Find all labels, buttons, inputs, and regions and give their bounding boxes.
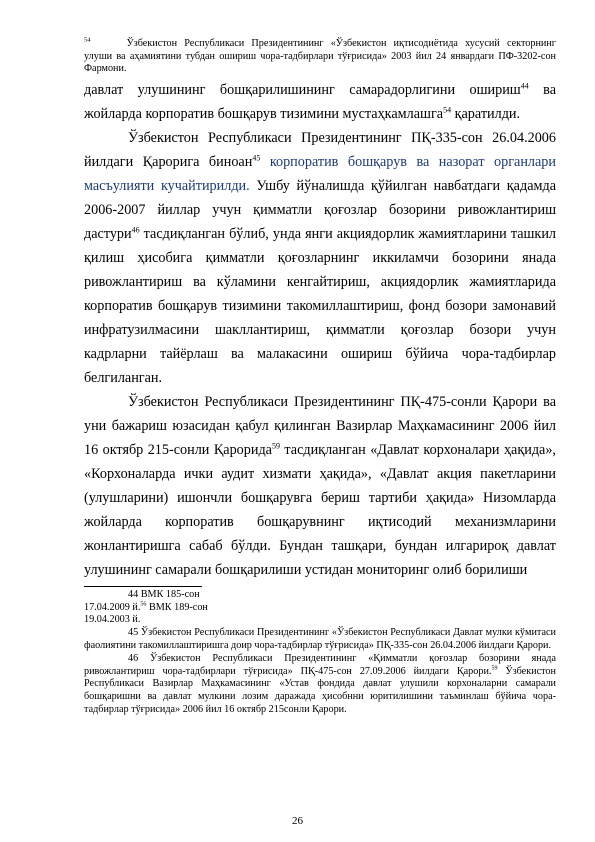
paragraph-2	[84, 126, 556, 390]
footnote-ref: 44	[520, 81, 529, 91]
text-run: тасдиқланган «Давлат корхоналари ҳақида», «Корхоналарда ички аудит хизмати ҳақида», «Давлат акция пакетларини (улушларини) ишончли бошқарувга бериш тартиби ҳақида» Низомларда жойларда корпоратив бошқарувнинг иқтисодий механизмларини жонлантиришга сабаб бўлди. Бундан ташқари, бундан илгарироқ давлат улушининг самарали бошқарилиши устидан мониторинг олиб борилиши	[84, 441, 556, 578]
page-number: 26	[292, 815, 303, 827]
text-run: ВМК 189-сон	[146, 601, 208, 613]
text-run: 17.04.2009 й.	[84, 601, 141, 613]
footnote-marker: 54	[84, 36, 91, 44]
footnote-ref: 46	[131, 225, 140, 235]
footnote-ref: 45	[252, 153, 261, 163]
footnote-44: 44 ВМК 185-сон	[128, 588, 200, 600]
text-run: давлат улушининг бошқарилишининг самарадорлигини ошириш	[84, 81, 521, 98]
text-run: Ўзбекистон Республикаси Президентининг ПҚ-475-сонли Қарори ва уни бажариш юзасидан қабул қилинган Вазирлар Маҳкамасининг 2006 йил 16 октябр 215-сонли Қарорида	[84, 393, 556, 458]
footnote-46	[84, 653, 556, 717]
text-run: Ўзбекистон Республикаси Вазирлар Маҳкамасининг «Устав фондида давлат улушили корхоналарни самарали бошқаришни ва давлат мулкини лозим даражада ҳисобнни юритилишини таъминлаш бўйича чора-тадбирлар тўғрисида» 2006 йил 16 октябр 215сонли Қарори.	[84, 665, 556, 715]
highlighted-text: корпоратив бошқарув ва назорат органлари масъулияти кучайтирилди.	[84, 153, 556, 194]
text-run: ва жойларда корпоратив бошқарув тизимини мустаҳкамлашга	[84, 81, 556, 122]
footnote-ref: 54	[443, 105, 452, 115]
footnote-separator	[84, 586, 202, 587]
footnote-date-2: 19.04.2003 й.	[84, 614, 141, 626]
text-run: Ушбу йўналишда қўйилган навбатдаги қадамда 2006-2007 йиллар учун қимматли қоғозлар бозорини ривожлантириш дастури	[84, 177, 556, 242]
footnote-45: 45 Ўзбекистон Республикаси Президентининг «Ўзбекистон Республикаси Давлат мулки кўмитаси фаолиятини такомиллаштиришга доир чора-тадбирлар тўғрисида» ПҚ-335-сон 26.04.2006 йилдаги Қарори.	[84, 627, 556, 651]
footnote-ref: 59	[271, 441, 280, 451]
main-text	[84, 78, 556, 582]
document-page	[84, 38, 556, 717]
footnote-top-text: Ўзбекистон Республикаси Президентининг «Ўзбекистон иқтисодиётида хусусий секторнинг улуши ва аҳамиятини тубдан ошириш чора-тадбирлари тўғрисида» 2003 йил 24 январдаги ПФ-3202-сон Фармони.	[84, 38, 556, 75]
footnotes	[84, 589, 556, 717]
footnote-ref: 59	[491, 665, 498, 672]
paragraph-3	[84, 390, 556, 582]
footnote-ref: 56	[140, 601, 147, 608]
paragraph-1	[84, 78, 556, 126]
text-run: 46 Ўзбекистон Республикаси Президентининг «Қимматли қоғозлар бозорини янада ривожлантириш чора-тадбирлари тўғрисида» ПҚ-475-сон 27.09.2006 йилдаги Қарори.	[84, 652, 556, 677]
footnote-top	[84, 38, 556, 76]
footnote-date-1	[84, 602, 556, 615]
text-run: қаратилди.	[451, 105, 521, 122]
text-run: Ўзбекистон Республикаси Президентининг ПҚ-335-сон 26.04.2006 йилдаги Қарорига биноан	[84, 129, 556, 170]
text-run: тасдиқланган бўлиб, унда янги акциядорлик жамиятларини ташкил қилиш ҳисобига қимматли қоғозларнинг иккиламчи бозорини янада ривожлантириш ва кўламини кенгайтириш, акциядорлик жамиятларида корпоратив бошқарув тизимини такомиллаштириш, фонд бозори замонавий инфратузилмасини шакллантириш, қимматли қоғозлар бозори учун кадрларни тайёрлаш ва малакасини ошириш бўйича чора-тадбирлар белгиланган.	[84, 225, 556, 386]
